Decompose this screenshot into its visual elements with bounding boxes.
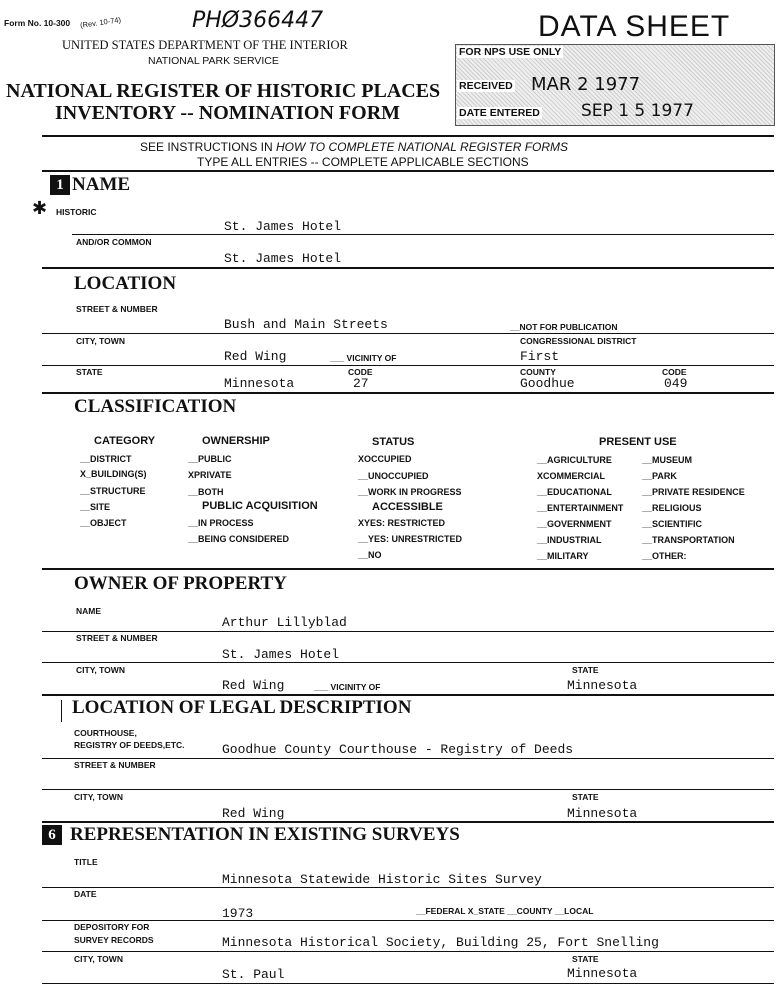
owner-city-value: Red Wing [222, 678, 285, 693]
present-use-option: __MUSEUM [642, 455, 693, 465]
vicinity-of-option: ___ VICINITY OF [330, 353, 397, 363]
depository-label: DEPOSITORY FOR [74, 922, 150, 932]
legal-city-label: CITY, TOWN [74, 792, 123, 802]
congressional-district-label: CONGRESSIONAL DISTRICT [520, 336, 637, 346]
owner-state-value: Minnesota [567, 678, 638, 693]
status-option: __UNOCCUPIED [358, 471, 429, 481]
section-heading-legal: LOCATION OF LEGAL DESCRIPTION [72, 697, 412, 718]
date-entered-label: DATE ENTERED [459, 107, 540, 119]
present-use-option: __INDUSTRIAL [537, 535, 602, 545]
handwritten-reference-id: PHØ366447 [192, 8, 324, 33]
section-heading-surveys: REPRESENTATION IN EXISTING SURVEYS [70, 824, 460, 845]
owner-state-label: STATE [572, 665, 599, 675]
survey-state-label: STATE [572, 954, 599, 964]
historic-name-label: HISTORIC [56, 207, 97, 217]
section-heading-location: LOCATION [74, 273, 177, 294]
present-use-option: __PRIVATE RESIDENCE [642, 487, 745, 497]
instructions-line2: TYPE ALL ENTRIES -- COMPLETE APPLICABLE SECTIONS [197, 155, 529, 169]
ownership-option: XPRIVATE [188, 470, 232, 480]
county-code-label: CODE [662, 367, 687, 377]
common-name-label: AND/OR COMMON [76, 237, 152, 247]
present-use-option: __RELIGIOUS [642, 503, 702, 513]
present-use-option: __PARK [642, 471, 677, 481]
ownership-option: __PUBLIC [188, 454, 232, 464]
depository-value: Minnesota Historical Society, Building 25, Fort Snelling [222, 935, 659, 950]
street-value: Bush and Main Streets [224, 317, 388, 332]
category-option: __SITE [80, 502, 111, 512]
owner-street-label: STREET & NUMBER [76, 633, 158, 643]
status-option: XOCCUPIED [358, 454, 412, 464]
state-code-label: CODE [348, 367, 373, 377]
survey-date-label: DATE [74, 889, 97, 899]
ownership-header: OWNERSHIP [202, 435, 270, 447]
legal-state-label: STATE [572, 792, 599, 802]
form-number: Form No. 10-300 [4, 18, 71, 28]
survey-level-options: __FEDERAL X_STATE __COUNTY __LOCAL [416, 906, 594, 916]
survey-state-value: Minnesota [567, 966, 638, 981]
congressional-district-value: First [520, 349, 560, 364]
legal-state-value: Minnesota [567, 806, 638, 821]
form-revision: (Rev. 10-74) [79, 15, 122, 30]
street-number-label: STREET & NUMBER [76, 304, 158, 314]
legal-street-label: STREET & NUMBER [74, 760, 156, 770]
city-town-label: CITY, TOWN [76, 336, 125, 346]
instructions-line1: SEE INSTRUCTIONS IN HOW TO COMPLETE NATIONAL REGISTER FORMS [140, 140, 569, 154]
legal-city-value: Red Wing [222, 806, 285, 821]
margin-mark [61, 700, 62, 722]
section-heading-owner: OWNER OF PROPERTY [74, 573, 287, 594]
accessible-header: ACCESSIBLE [372, 501, 443, 513]
present-use-option: __GOVERNMENT [537, 519, 612, 529]
form-title-line1: NATIONAL REGISTER OF HISTORIC PLACES [6, 80, 441, 102]
accessible-option: XYES: RESTRICTED [358, 518, 446, 528]
department-name: UNITED STATES DEPARTMENT OF THE INTERIOR [62, 38, 348, 52]
county-code-value: 049 [664, 376, 688, 391]
ownership-option: __BOTH [188, 487, 224, 497]
section-number-badge: 6 [42, 825, 62, 845]
received-date-stamp: MAR 2 1977 [531, 74, 641, 95]
nps-use-only-box [455, 44, 775, 126]
section-number-badge: 1 [50, 175, 70, 195]
survey-records-label: SURVEY RECORDS [74, 935, 154, 945]
present-use-option: __TRANSPORTATION [642, 535, 735, 545]
common-name-value: St. James Hotel [224, 251, 342, 266]
accessible-option: __NO [358, 550, 382, 560]
courthouse-label: COURTHOUSE, [74, 728, 137, 738]
owner-name-value: Arthur Lillyblad [222, 615, 347, 630]
present-use-option: __OTHER: [642, 551, 687, 561]
category-option: __STRUCTURE [80, 486, 146, 496]
present-use-option: __MILITARY [537, 551, 589, 561]
survey-city-label: CITY, TOWN [74, 954, 123, 964]
nps-use-only-label: FOR NPS USE ONLY [459, 46, 562, 58]
survey-date-value: 1973 [222, 906, 254, 921]
owner-name-label: NAME [76, 606, 102, 616]
present-use-option: __EDUCATIONAL [537, 487, 612, 497]
survey-city-value: St. Paul [222, 967, 285, 982]
date-entered-stamp: SEP 1 5 1977 [581, 101, 694, 121]
survey-title-value: Minnesota Statewide Historic Sites Survey [222, 872, 542, 887]
acquisition-option: __IN PROCESS [188, 518, 254, 528]
section-heading-name: NAME [72, 174, 131, 195]
county-value: Goodhue [520, 376, 575, 391]
survey-title-label: TITLE [74, 857, 98, 867]
category-option: X_BUILDING(S) [80, 469, 147, 479]
owner-street-value: St. James Hotel [222, 647, 340, 662]
status-option: __WORK IN PROGRESS [358, 487, 462, 497]
courthouse-value: Goodhue County Courthouse - Registry of Deeds [222, 742, 574, 757]
present-use-option: __AGRICULTURE [537, 455, 612, 465]
category-header: CATEGORY [94, 435, 156, 447]
state-code-value: 27 [353, 376, 369, 391]
service-name: NATIONAL PARK SERVICE [148, 55, 279, 67]
not-for-publication-option: __NOT FOR PUBLICATION [510, 322, 618, 332]
owner-vicinity-option: ___ VICINITY OF [314, 682, 381, 692]
owner-city-label: CITY, TOWN [76, 665, 125, 675]
present-use-option: XCOMMERCIAL [537, 471, 605, 481]
county-label: COUNTY [520, 367, 556, 377]
state-value: Minnesota [224, 376, 295, 391]
form-title-line2: INVENTORY -- NOMINATION FORM [55, 102, 401, 124]
data-sheet-stamp: DATA SHEET [538, 10, 731, 43]
city-value: Red Wing [224, 349, 287, 364]
category-option: __OBJECT [80, 518, 127, 528]
public-acquisition-header: PUBLIC ACQUISITION [202, 500, 318, 512]
received-label: RECEIVED [459, 80, 513, 92]
present-use-option: __ENTERTAINMENT [537, 503, 624, 513]
section-heading-classification: CLASSIFICATION [74, 396, 237, 417]
present-use-option: __SCIENTIFIC [642, 519, 703, 529]
category-option: __DISTRICT [80, 454, 132, 464]
registry-label: REGISTRY OF DEEDS,ETC. [74, 740, 185, 750]
accessible-option: __YES: UNRESTRICTED [358, 534, 463, 544]
present-use-header: PRESENT USE [599, 436, 677, 448]
asterisk-mark-icon: ✱ [32, 198, 48, 218]
acquisition-option: __BEING CONSIDERED [188, 534, 290, 544]
historic-name-value: St. James Hotel [224, 219, 342, 234]
state-label: STATE [76, 367, 103, 377]
status-header: STATUS [372, 436, 415, 448]
